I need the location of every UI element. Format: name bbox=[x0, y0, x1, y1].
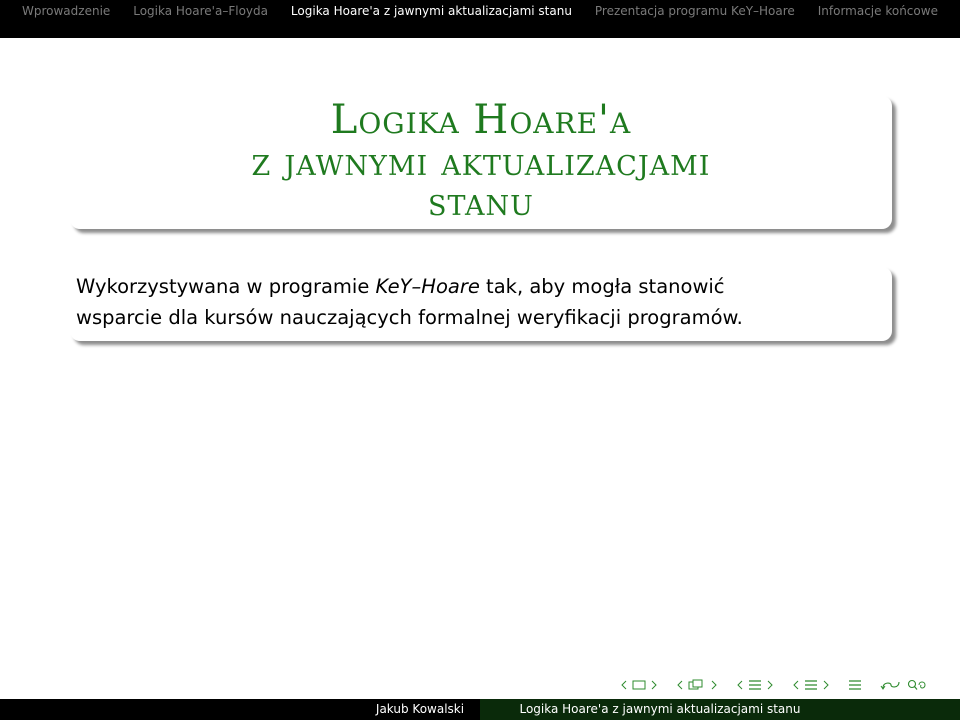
footer-title: Logika Hoare'a z jawnymi aktualizacjami stanu bbox=[480, 699, 960, 720]
prev-section-icon[interactable] bbox=[736, 680, 744, 690]
content-line-1-start: Wykorzystywana w programie bbox=[76, 275, 376, 298]
nav-item-hoare-updates[interactable]: Logika Hoare'a z jawnymi aktualizacjami stanu bbox=[290, 4, 572, 18]
footer-bar bbox=[0, 699, 960, 720]
section-navigation-bar bbox=[0, 0, 960, 38]
nav-item-wprowadzenie[interactable]: Wprowadzenie bbox=[22, 4, 111, 18]
next-section-icon[interactable] bbox=[766, 680, 774, 690]
nav-item-hoare-floyd[interactable]: Logika Hoare'a–Floyda bbox=[133, 4, 268, 18]
subsection-icon[interactable] bbox=[688, 679, 706, 691]
content-line-2: wsparcie dla kursów nauczających formalnej weryfikacji programów. bbox=[76, 306, 743, 329]
back-icon[interactable] bbox=[880, 679, 902, 691]
prev-subsection-icon[interactable] bbox=[676, 680, 684, 690]
next-frame-icon[interactable] bbox=[650, 680, 658, 690]
slide-title-line-3: stanu bbox=[428, 180, 534, 224]
prev-frame-icon[interactable] bbox=[620, 680, 628, 690]
content-line-1 bbox=[76, 271, 886, 302]
program-name: KeY–Hoare bbox=[375, 275, 480, 298]
section-list-icon[interactable] bbox=[804, 679, 818, 691]
section-icon[interactable] bbox=[748, 679, 762, 691]
slide-title-block bbox=[70, 96, 892, 229]
frame-icon[interactable] bbox=[632, 680, 646, 690]
search-icon[interactable] bbox=[906, 679, 928, 691]
next-section-icon-2[interactable] bbox=[822, 680, 830, 690]
appendix-icon[interactable] bbox=[848, 679, 862, 691]
footer-author: Jakub Kowalski bbox=[0, 699, 480, 720]
prev-section-icon-2[interactable] bbox=[792, 680, 800, 690]
navigation-symbols bbox=[620, 676, 956, 694]
nav-item-informacje[interactable]: Informacje końcowe bbox=[817, 4, 938, 18]
content-line-1-end: tak, aby mogła stanowić bbox=[479, 275, 725, 298]
nav-item-key-hoare[interactable]: Prezentacja programu KeY–Hoare bbox=[594, 4, 795, 18]
slide-title-line-2: z jawnymi aktualizacjami bbox=[251, 140, 711, 184]
next-subsection-icon[interactable] bbox=[710, 680, 718, 690]
slide-title-line-1: Logika Hoare'a bbox=[330, 97, 632, 143]
slide-content-block bbox=[70, 267, 892, 341]
